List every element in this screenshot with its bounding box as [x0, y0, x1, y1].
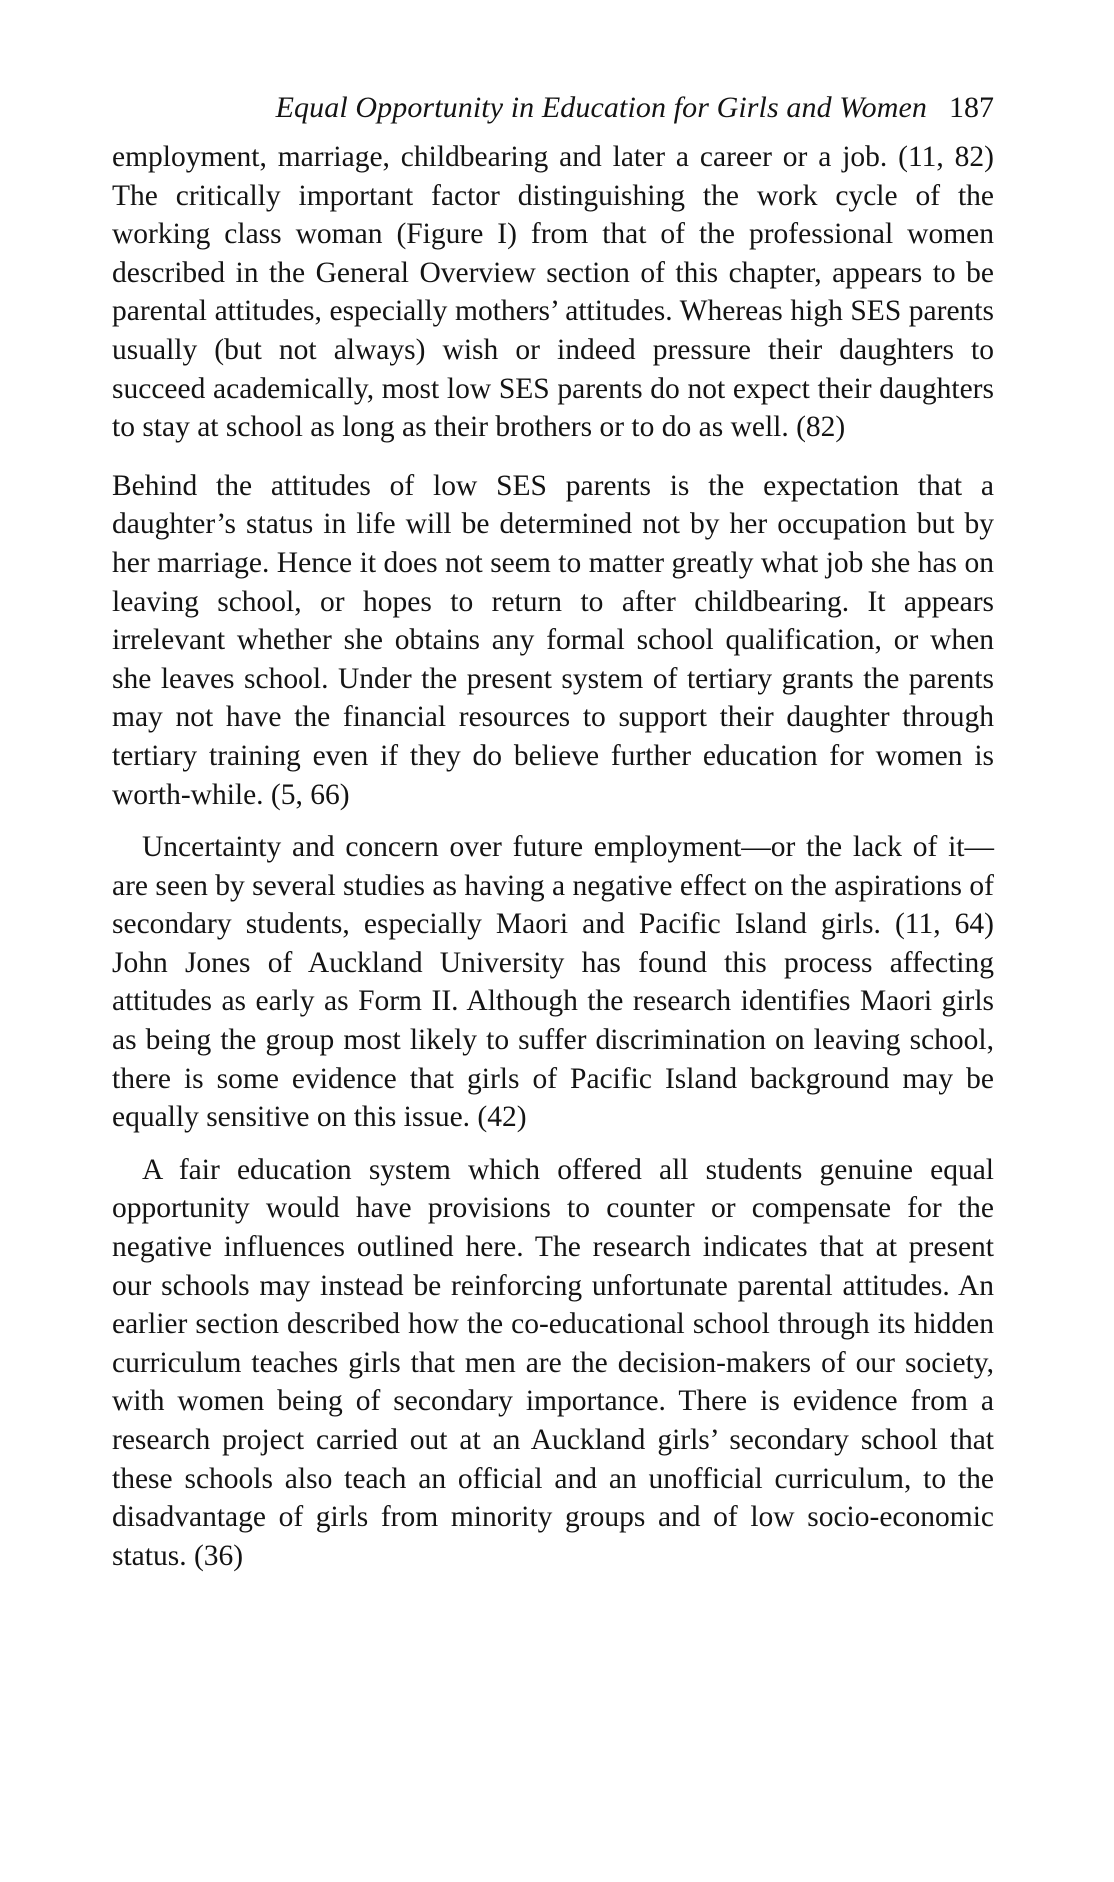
running-head	[112, 88, 994, 128]
paragraph-continuation: employment, marriage, childbearing and later a career or a job. (11, 82) The critically important factor distinguishing the work cycle of the working class woman (Figure I) from that of the professional women described in the General Overview section of this chapter, appears to be parental attitudes, especially mothers’ attitudes. Whereas high SES parents usually (but not always) wish or indeed pressure their daughters to succeed academically, most low SES parents do not expect their daughters to stay at school as long as their brothers or to do as well. (82)	[112, 141, 994, 444]
paragraph-fair-education: A fair education system which offered all students genuine equal opportunity would have provisions to counter or compensate for the negative influences outlined here. The research indicates that at present our schools may instead be reinforcing unfortunate parental attitudes. An earlier section described how the co-educational school through its hidden curriculum teaches girls that men are the decision-makers of our society, with women being of secondary importance. There is evidence from a research project carried out at an Auckland girls’ secondary school that these schools also teach an official and an unofficial curriculum, to the disadvantage of girls from minority groups and of low socio-economic status. (36)	[112, 1153, 994, 1572]
paragraph-low-ses-attitudes: Behind the attitudes of low SES parents is the expectation that a daughter’s status in life will be determined not by her occupation but by her marriage. Hence it does not seem to matter greatly what job she has on leaving school, or hopes to return to after childbearing. It appears irrelevant whether she obtains any formal school qualification, or when she leaves school. Under the present system of tertiary grants the parents may not have the financial resources to support their daughter through tertiary training even if they do believe further education for women is worth-while. (5, 66)	[112, 469, 994, 811]
page-number: 187	[949, 91, 994, 124]
paragraph-employment-uncertainty: Uncertainty and concern over future employment—or the lack of it—are seen by several studies as having a negative effect on the aspirations of secondary students, especially Maori and Pacific Island girls. (11, 64) John Jones of Auckland University has found this process affecting attitudes as early as Form II. Although the research identifies Maori girls as being the group most likely to suffer discrimination on leaving school, there is some evidence that girls of Pacific Island background may be equally sensitive on this issue. (42)	[112, 831, 994, 1134]
book-page	[112, 88, 994, 1575]
running-title: Equal Opportunity in Education for Girls and Women	[275, 91, 927, 124]
